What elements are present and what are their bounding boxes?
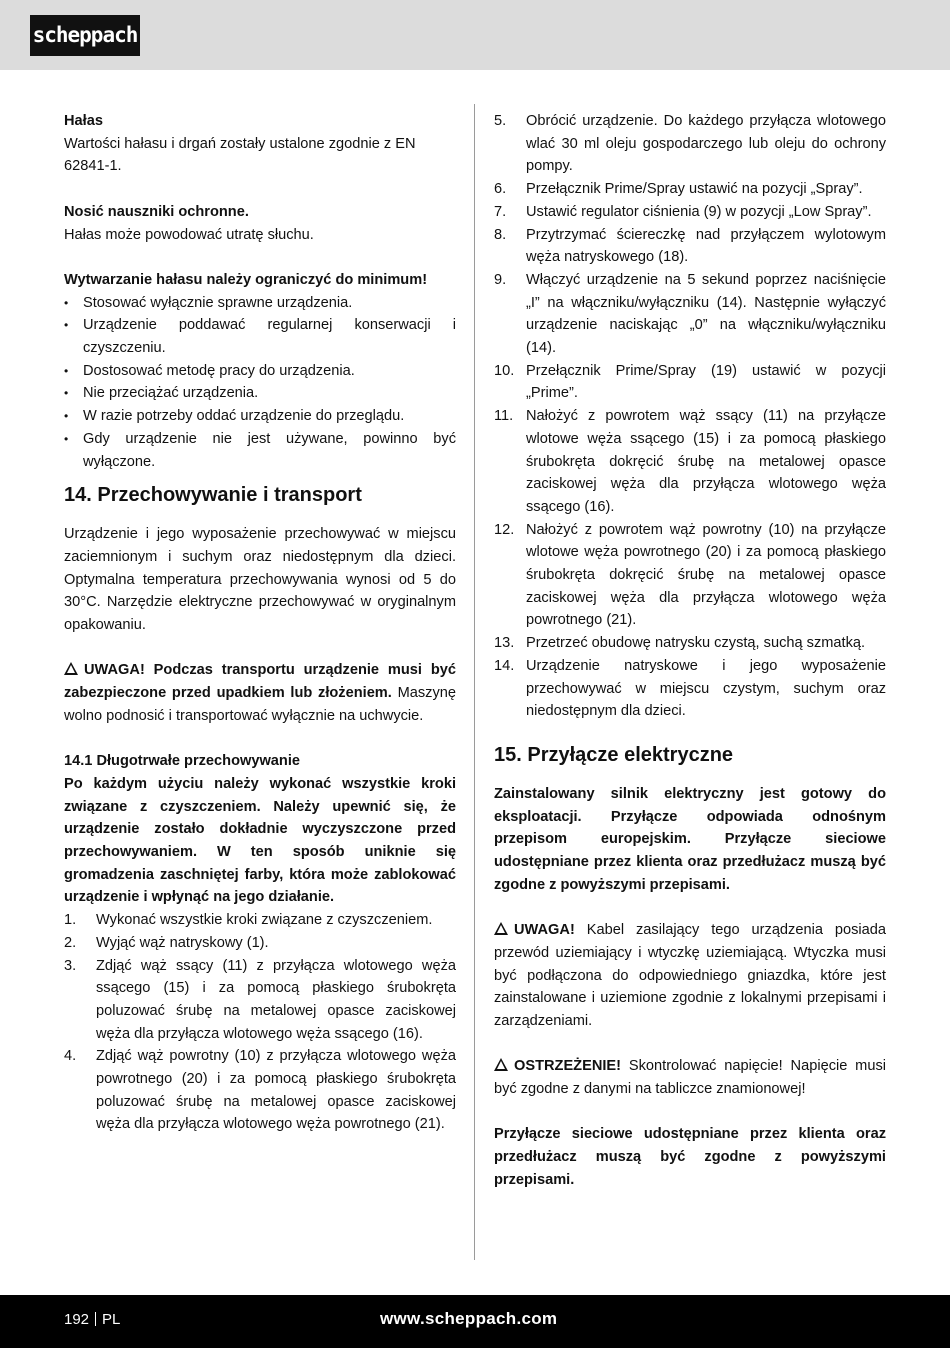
list-item: 14. Urządzenie natryskowe i jego wyposażenie przechowywać w miejscu czystym, suchym oraz niedostępnym dla dzieci.	[494, 657, 886, 720]
list-item: 6. Przełącznik Prime/Spray ustawić na pozycji „Spray”.	[494, 181, 863, 198]
right-column	[494, 110, 886, 1192]
website-link[interactable]: www.scheppach.com	[380, 1309, 558, 1328]
noise-reduction-heading: Wytwarzanie hałasu należy ograniczyć do minimum!	[64, 271, 428, 288]
storage-text: Urządzenie i jego wyposażenie przechowywać w miejscu zaciemnionym i suchym oraz niedostępnym dla dzieci. Optymalna temperatura przechowywania wynosi od 5 do 30°C. Narzędzie elektryczne przechowywać w oryginalnym opakowaniu.	[64, 526, 456, 634]
list-item: 2. Wyjąć wąż natryskowy (1).	[64, 934, 269, 951]
voltage-warning: OSTRZEŻENIE! Skontrolować napięcie! Napięcie musi być zgodne z danymi na tabliczce znamionowej!	[494, 1058, 886, 1098]
scheppach-logo: scheppach	[30, 15, 140, 56]
noise-heading: Hałas	[64, 113, 103, 129]
list-item: • W razie potrzeby oddać urządzenie do przeglądu.	[64, 405, 456, 428]
warning-icon	[494, 1058, 508, 1071]
list-item: • Gdy urządzenie nie jest używane, powinno być wyłączone.	[64, 428, 456, 473]
warning-icon	[494, 922, 508, 935]
list-item: • Nie przeciążać urządzenia.	[64, 382, 456, 405]
long-storage-intro: Po każdym użyciu należy wykonać wszystkie kroki związane z czyszczeniem. Należy upewnić się, że urządzenie zostało dokładnie wyczyszczone przed przechowywaniem. W ten sposób uniknie się gromadzenia zaschniętej farby, która może zablokować urządzenie i wpłynąć na jego działanie.	[64, 775, 456, 906]
noise-text: Wartości hałasu i drgań zostały ustalone zgodnie z EN 62841-1.	[64, 135, 416, 175]
long-storage-steps	[64, 909, 456, 1136]
grounding-warning: UWAGA! Kabel zasilający tego urządzenia posiada przewód uziemiający i wtyczkę uziemiającą. Wtyczka musi być podłączona do odpowiedniego gniazdka, które jest zainstalowane i uziemione zgodnie z lokalnymi przepisami i zarządzeniami.	[494, 922, 886, 1029]
section-14-title: 14. Przechowywanie i transport	[64, 484, 362, 507]
list-item: 13. Przetrzeć obudowę natrysku czystą, suchą szmatką.	[494, 635, 866, 652]
long-storage-steps-continued	[494, 110, 886, 723]
list-item: 5. Obrócić urządzenie. Do każdego przyłącza wlotowego wlać 30 ml oleju gospodarczego lub oleju do ochrony pompy.	[494, 113, 886, 175]
final-note: Przyłącze sieciowe udostępniane przez klienta oraz przedłużacz muszą być zgodne z powyższymi przepisami.	[494, 1126, 886, 1188]
list-item: 10. Przełącznik Prime/Spray (19) ustawić w pozycji „Prime”.	[494, 362, 886, 402]
page-number: 192 PL	[64, 1311, 121, 1328]
section-15-title: 15. Przyłącze elektryczne	[494, 743, 734, 766]
list-item: • Dostosować metodę pracy do urządzenia.	[64, 360, 456, 383]
list-item: 11. Nałożyć z powrotem wąż ssący (11) na przyłącze wlotowe węża ssącego (15) i za pomocą płaskiego śrubokręta dokręcić śrubę na metalowej opasce zaciskowej węża dla przyłącza wlotowego węża ssącego (16).	[494, 408, 886, 515]
list-item: 1. Wykonać wszystkie kroki związane z czyszczeniem.	[64, 912, 433, 929]
list-item: • Stosować wyłącznie sprawne urządzenia.	[64, 292, 456, 315]
list-item: 8. Przytrzymać ściereczkę nad przyłączem wylotowym węża natryskowego (18).	[494, 226, 886, 266]
noise-reduction-list	[64, 292, 456, 474]
transport-warning-text: Maszynę wolno podnosić i transportować wyłącznie na uchwycie.	[64, 685, 456, 724]
warning-icon	[64, 662, 78, 675]
left-column	[64, 110, 456, 1136]
column-divider	[474, 104, 475, 1260]
page-header	[0, 0, 950, 70]
list-item: • Urządzenie poddawać regularnej konserwacji i czyszczeniu.	[64, 314, 456, 359]
ear-protection-heading: Nosić nauszniki ochronne.	[64, 203, 249, 220]
transport-warning-bold: UWAGA! Podczas transportu urządzenie musi być zabezpieczone przed upadkiem lub złożeniem.	[64, 662, 456, 702]
list-item: 4. Zdjąć wąż powrotny (10) z przyłącza wlotowego węża powrotnego (20) i za pomocą płaskiego śrubokręta poluzować śrubę na metalowej opasce zaciskowej węża dla przyłącza wlotowego węża powrotnego (21).	[64, 1048, 456, 1133]
page-footer	[0, 1295, 950, 1348]
list-item: 7. Ustawić regulator ciśnienia (9) w pozycji „Low Spray”.	[494, 203, 872, 220]
transport-warning	[64, 659, 456, 727]
list-item: 9. Włączyć urządzenie na 5 sekund poprzez naciśnięcie „I” na włączniku/wyłączniku (14). Następnie wyłączyć urządzenie naciskając „0” na włączniku/wyłączniku (14).	[494, 271, 886, 357]
list-item: 12. Nałożyć z powrotem wąż powrotny (10) na przyłącze wlotowe węża powrotnego (20) i za pomocą płaskiego śrubokręta dokręcić śrubę na metalowej opasce zaciskowej węża dla przyłącza wlotowego węża powrotnego (21).	[494, 521, 886, 629]
list-item: 3. Zdjąć wąż ssący (11) z przyłącza wlotowego węża ssącego (15) i za pomocą płaskiego śrubokręta poluzować śrubę na metalowej opasce zaciskowej węża dla przyłącza wlotowego węża ssącego (16).	[64, 957, 456, 1042]
ear-protection-text: Hałas może powodować utratę słuchu.	[64, 226, 314, 243]
section-14-1-title: 14.1 Długotrwałe przechowywanie	[64, 753, 301, 770]
electrical-intro: Zainstalowany silnik elektryczny jest gotowy do eksploatacji. Przyłącze odpowiada odnośnym przepisom europejskim. Przyłącze sieciowe udostępniane przez klienta oraz przedłużacz muszą być zgodne z powyższymi przepisami.	[494, 785, 886, 893]
